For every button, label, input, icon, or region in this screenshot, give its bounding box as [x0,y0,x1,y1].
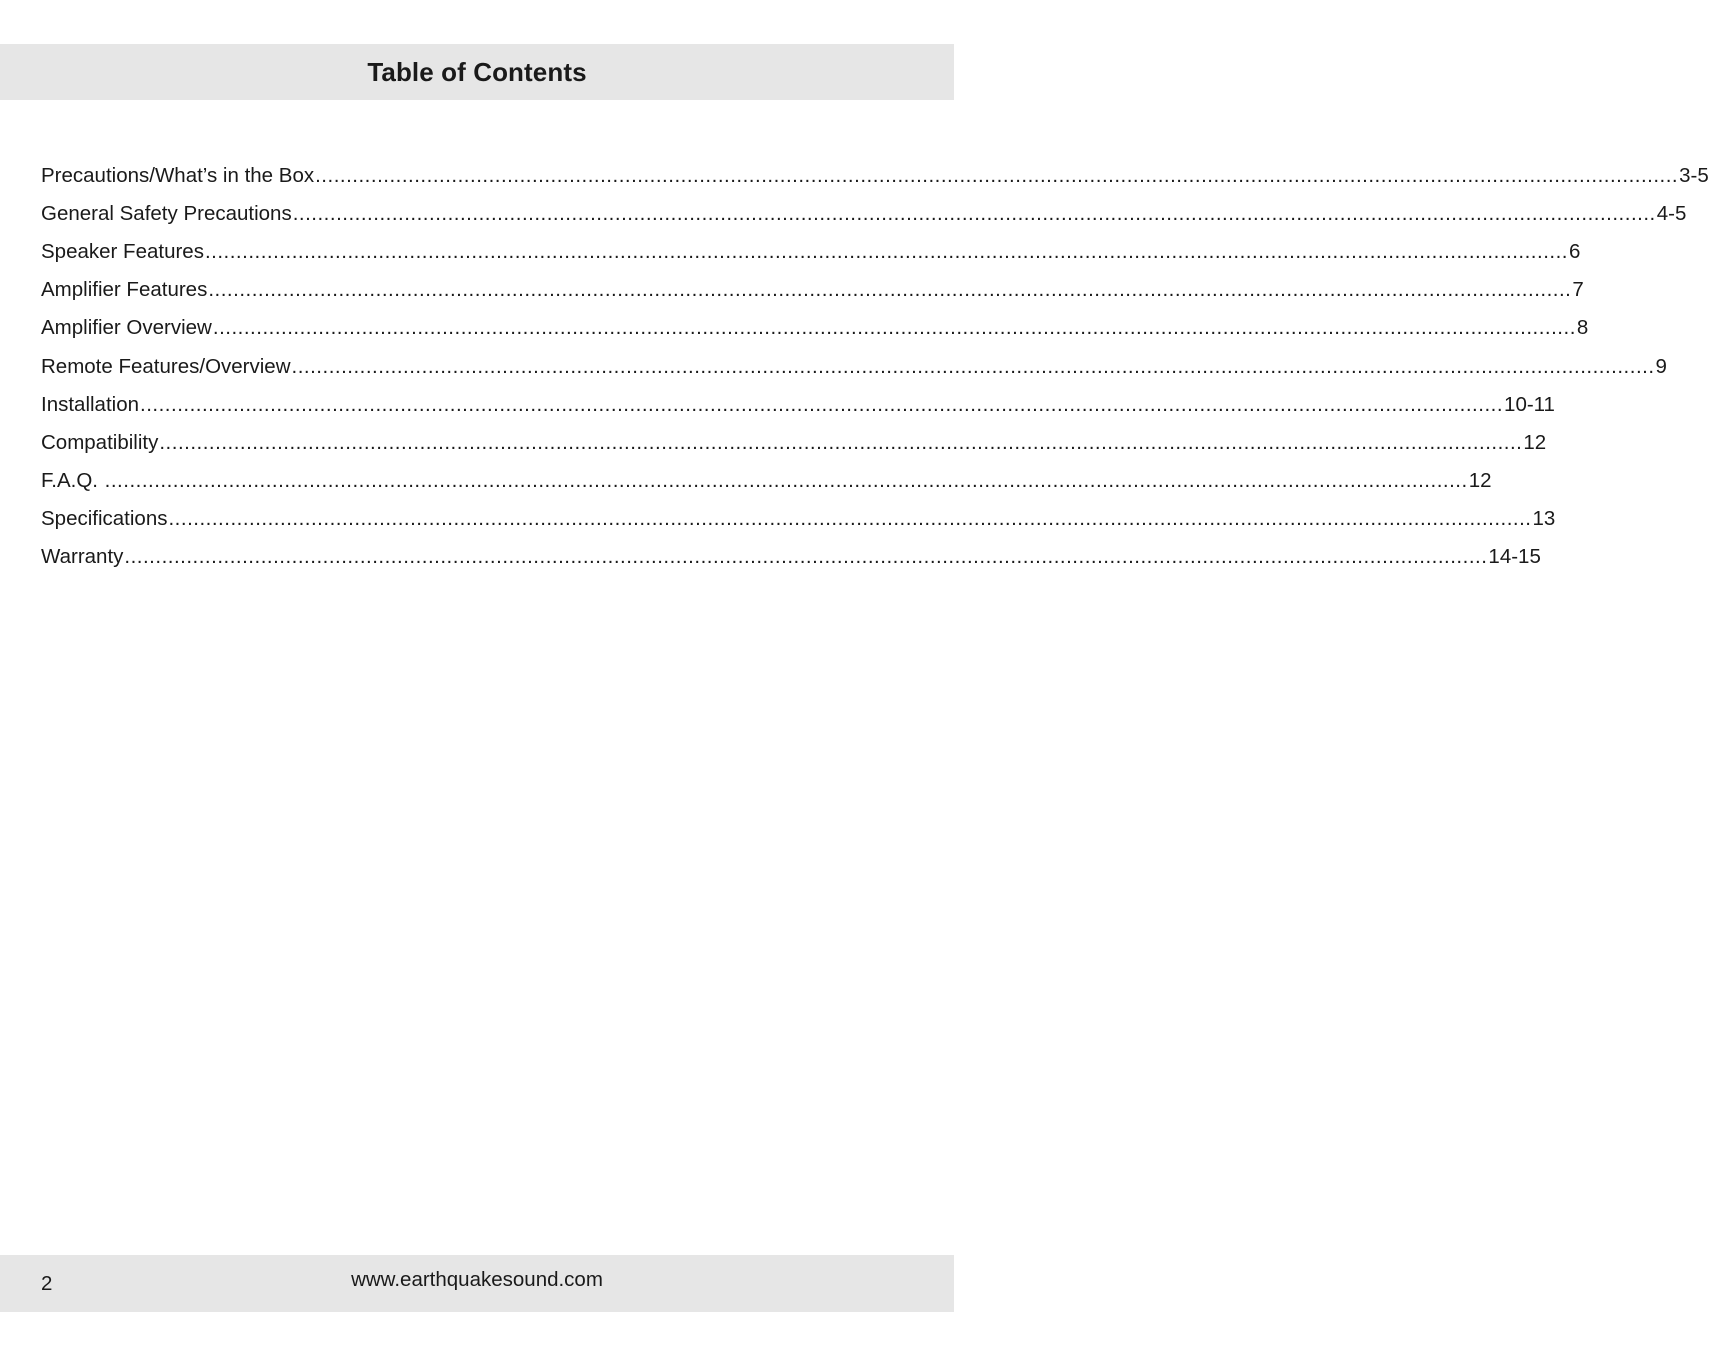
toc-entry-precautions[interactable] [41,157,1709,195]
toc-dot-leader: ............................................................................................................................................................................................................................ [291,354,1655,378]
toc-entry-faq[interactable] [41,462,1492,500]
toc-entry-amplifier-features[interactable] [41,271,1584,309]
toc-entry-page: 12 [1468,468,1492,492]
toc-entry-label: Amplifier Features [41,278,208,302]
header-band [0,44,954,100]
table-of-contents [41,157,1709,576]
toc-entry-page: 13 [1532,506,1556,530]
toc-entry-specifications[interactable] [41,500,1556,538]
footer-band [0,1255,954,1312]
toc-dot-leader: ............................................................................................................................................................................................................................ [315,164,1679,188]
toc-entry-label: Amplifier Overview [41,316,212,340]
toc-dot-leader: ............................................................................................................................................................................................................................ [104,468,1468,492]
toc-entry-label: Compatibility [41,430,159,454]
toc-entry-warranty[interactable] [41,538,1541,576]
toc-dot-leader: ............................................................................................................................................................................................................................ [140,392,1504,416]
toc-entry-label: Speaker Features [41,240,204,264]
page-title: Table of Contents [367,56,587,87]
toc-entry-page: 14-15 [1488,544,1541,568]
page-number: 2 [41,1272,53,1295]
toc-entry-label: Warranty [41,544,124,568]
toc-entry-installation[interactable] [41,386,1555,424]
toc-dot-leader: ............................................................................................................................................................................................................................ [292,202,1656,226]
toc-entry-page: 8 [1576,316,1589,340]
toc-entry-label: General Safety Precautions [41,202,292,226]
toc-dot-leader: ............................................................................................................................................................................................................................ [159,430,1523,454]
toc-dot-leader: ............................................................................................................................................................................................................................ [168,506,1532,530]
toc-entry-page: 6 [1568,240,1581,264]
toc-dot-leader: ............................................................................................................................................................................................................................ [212,316,1576,340]
toc-dot-leader: ............................................................................................................................................................................................................................ [208,278,1572,302]
toc-entry-label: Precautions/What’s in the Box [41,164,315,188]
toc-dot-leader: ............................................................................................................................................................................................................................ [204,240,1568,264]
toc-entry-compatibility[interactable] [41,424,1547,462]
toc-entry-general-safety[interactable] [41,195,1687,233]
toc-entry-label: Specifications [41,506,168,530]
toc-entry-label: Installation [41,392,140,416]
toc-entry-page: 9 [1655,354,1667,378]
toc-entry-remote-features[interactable] [41,347,1667,385]
toc-entry-page: 4-5 [1656,202,1687,226]
toc-entry-page: 10-11 [1504,392,1555,416]
toc-entry-label: F.A.Q. [41,468,104,492]
toc-entry-amplifier-overview[interactable] [41,309,1589,347]
website-url[interactable]: www.earthquakesound.com [351,1268,603,1291]
toc-entry-page: 7 [1572,278,1584,302]
toc-entry-page: 12 [1523,430,1547,454]
toc-dot-leader: ............................................................................................................................................................................................................................ [124,544,1488,568]
toc-entry-label: Remote Features/Overview [41,354,291,378]
toc-entry-page: 3-5 [1679,164,1709,188]
toc-entry-speaker-features[interactable] [41,233,1581,271]
